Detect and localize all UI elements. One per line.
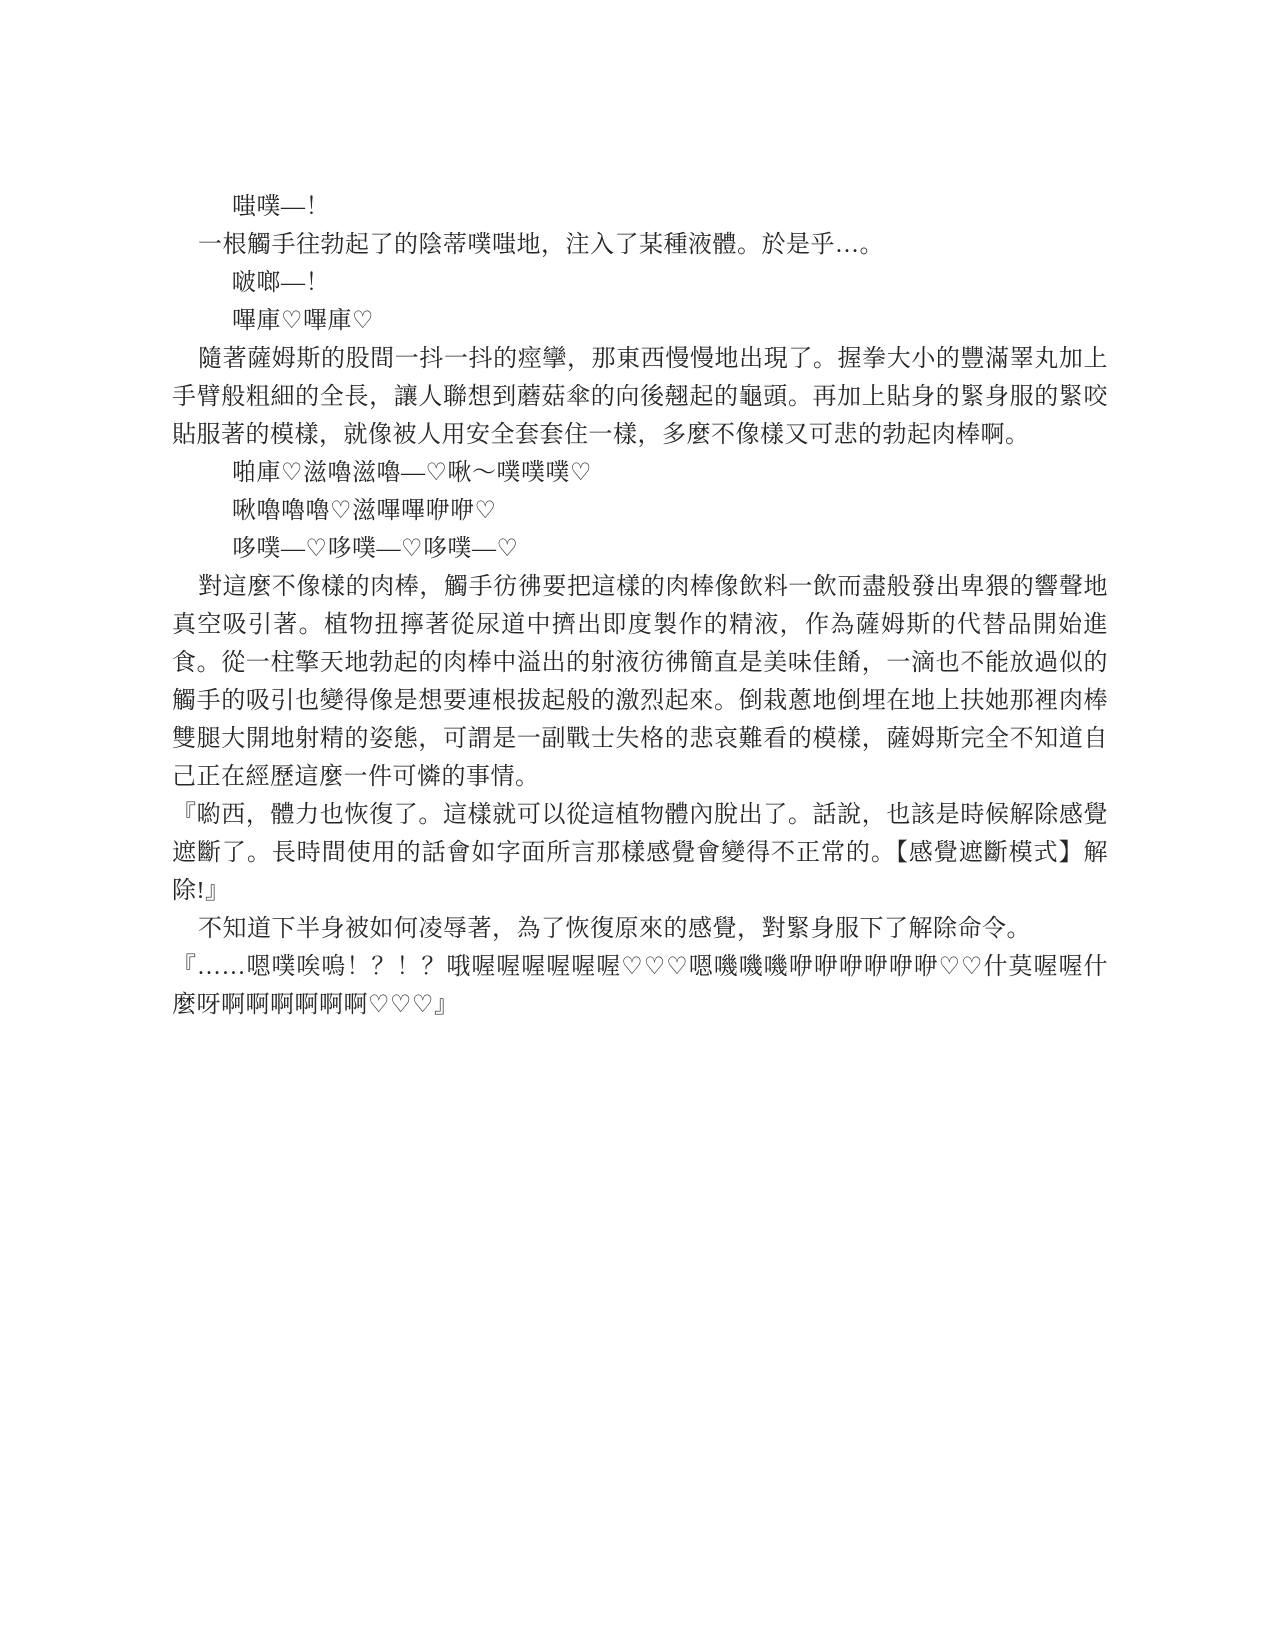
sfx-line: 啵啷—！ [232, 270, 330, 296]
sfx-line: 哆噗—♡哆噗—♡哆噗—♡ [232, 536, 519, 562]
narration-paragraph: 隨著薩姆斯的股間一抖一抖的痙攣，那東西慢慢地出現了。握拳大小的豐滿睪丸加上手臂般粗細的全長，讓人聯想到蘑菇傘的向後翹起的龜頭。再加上貼身的緊身服的緊咬貼服著的模樣，就像被人用安全套套住一樣，多麼不像樣又可悲的勃起肉棒啊。 [172, 346, 1108, 448]
narration-paragraph: 不知道下半身被如何凌辱著，為了恢復原來的感覺，對緊身服下了解除命令。 [198, 916, 1031, 942]
narration-paragraph: 一根觸手往勃起了的陰蒂噗嗤地，注入了某種液體。於是乎…。 [198, 232, 884, 258]
sfx-line: 啪庫♡滋嚕滋嚕—♡啾～噗噗噗♡ [232, 460, 593, 486]
sfx-line: 啾嚕嚕嚕♡滋嗶嗶咿咿♡ [232, 498, 497, 524]
sfx-line: 嗤噗—！ [232, 194, 330, 220]
dialogue-paragraph: 『喲西，體力也恢復了。這樣就可以從這植物體內脫出了。話說，也該是時候解除感覺遮斷了。長時間使用的話會如字面所言那樣感覺會變得不正常的。【感覺遮斷模式】解除!』 [172, 802, 1108, 904]
narration-paragraph: 對這麼不像樣的肉棒，觸手彷彿要把這樣的肉棒像飲料一飲而盡般發出卑猥的響聲地真空吸引著。植物扭擰著從尿道中擠出即度製作的精液，作為薩姆斯的代替品開始進食。從一柱擎天地勃起的肉棒中溢出的射液彷彿簡直是美味佳餚，一滴也不能放過似的觸手的吸引也變得像是想要連根拔起般的激烈起來。倒栽蔥地倒埋在地上扶她那裡肉棒雙腿大開地射精的姿態，可謂是一副戰士失格的悲哀難看的模樣，薩姆斯完全不知道自己正在經歷這麼一件可憐的事情。 [172, 574, 1108, 790]
sfx-line: 嗶庫♡嗶庫♡ [232, 308, 375, 334]
dialogue-paragraph: 『……嗯噗唉嗚！？！？哦喔喔喔喔喔喔♡♡♡嗯嘰嘰嘰咿咿咿咿咿咿♡♡什莫喔喔什麼呀啊啊啊啊啊啊♡♡♡』 [172, 954, 1108, 1018]
